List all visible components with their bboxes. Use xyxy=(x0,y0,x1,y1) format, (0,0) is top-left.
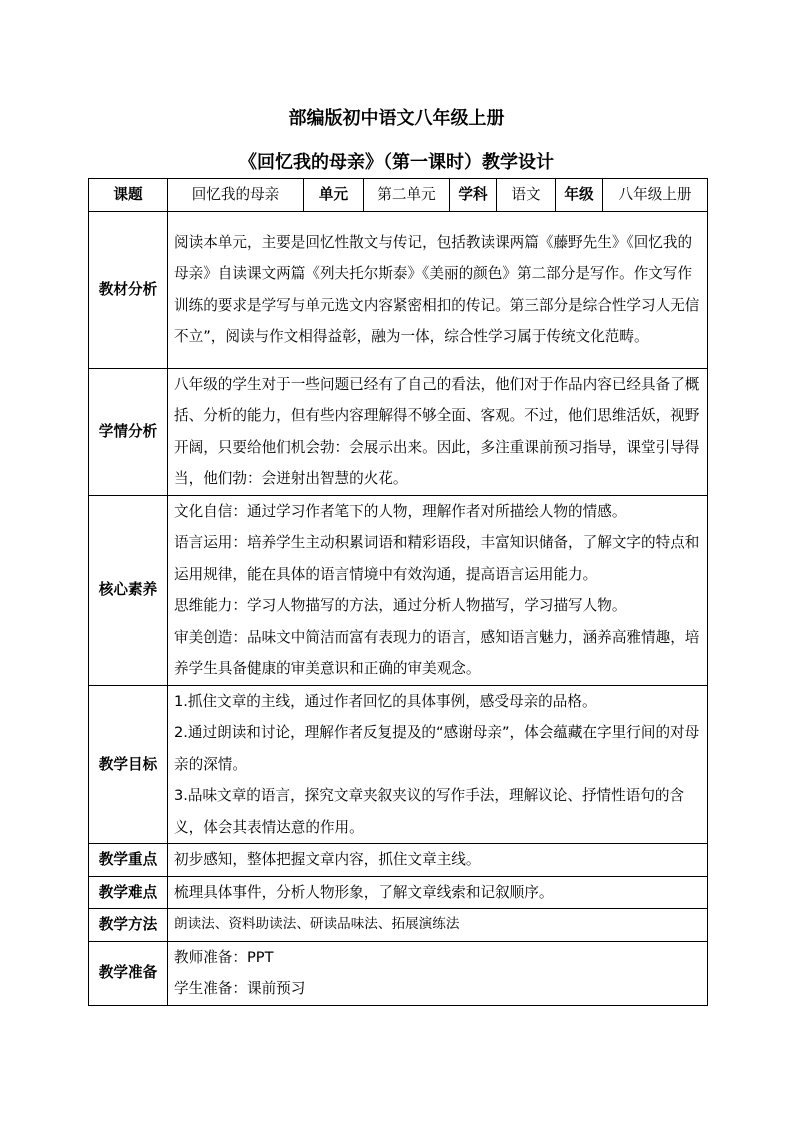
cell-teaching-goals xyxy=(168,685,708,844)
table-row-literacy xyxy=(89,495,708,685)
text-teaching-focus: 初步感知，整体把握文章内容，抓住文章主线。 xyxy=(168,844,708,877)
label-student-analysis: 学情分析 xyxy=(89,368,168,495)
label-unit: 单元 xyxy=(304,179,364,212)
text-textbook-analysis: 阅读本单元，主要是回忆性散文与传记，包括教读课两篇《藤野先生》《回忆我的母亲》自读课文两篇《列夫托尔斯泰》《美丽的颜色》第二部分是写作。作文写作训练的要求是学写与单元选文内容紧密相扣的传记。第三部分是综合性学习人无信不立”，阅读与作文相得益彰，融为一体，综合性学习属于传统文化范畴。 xyxy=(168,211,708,368)
value-topic: 回忆我的母亲 xyxy=(168,179,304,212)
literacy-culture: 文化自信：通过学习作者笔下的人物，理解作者对所描绘人物的情感。 xyxy=(174,502,627,520)
prep-teacher: 教师准备：PPT xyxy=(174,948,274,966)
value-grade: 八年级上册 xyxy=(603,179,708,212)
label-teaching-difficulty: 教学难点 xyxy=(89,876,168,909)
label-teaching-focus: 教学重点 xyxy=(89,844,168,877)
text-student-analysis: 八年级的学生对于一些问题已经有了自己的看法，他们对于作品内容已经具备了概括、分析的能力，但有些内容理解得不够全面、客观。不过，他们思维活妖，视野开阔，只要给他们机会勃：会展示出来。因此，多注重课前预习指导，课堂引导得当，他们勃：会迸射出智慧的火花。 xyxy=(168,368,708,495)
table-row-prep xyxy=(89,941,708,1005)
literacy-language: 语言运用：培养学生主动积累词语和精彩语段，丰富知识储备，了解文字的特点和运用规律，能在具体的语言情境中有效沟通，提高语言运用能力。 xyxy=(174,534,700,583)
doc-title-line1: 部编版初中语文八年级上册 xyxy=(288,108,505,129)
text-teaching-difficulty: 梳理具体事件，分析人物形象，了解文章线索和记叙顺序。 xyxy=(168,876,708,909)
label-core-literacy: 核心素养 xyxy=(89,495,168,685)
value-unit: 第二单元 xyxy=(364,179,450,212)
label-textbook-analysis: 教材分析 xyxy=(89,211,168,368)
label-teaching-methods: 教学方法 xyxy=(89,909,168,942)
table-row-goals xyxy=(89,685,708,844)
value-subject: 语文 xyxy=(497,179,556,212)
table-row-students xyxy=(89,368,708,495)
lesson-plan-table xyxy=(88,178,708,1006)
goal-3: 3.品味文章的语言，探究文章夹叙夹议的写作手法，理解议论、抒情性语句的含义，体会其表情达意的作用。 xyxy=(174,787,685,836)
cell-core-literacy xyxy=(168,495,708,685)
table-row-methods xyxy=(89,909,708,942)
doc-title-line2: 《回忆我的母亲》（第一课时）教学设计 xyxy=(239,152,554,173)
goal-1: 1.抓住文章的主线，通过作者回忆的具体事例，感受母亲的品格。 xyxy=(174,692,597,710)
label-topic: 课题 xyxy=(89,179,168,212)
label-subject: 学科 xyxy=(450,179,497,212)
label-teaching-prep: 教学准备 xyxy=(89,941,168,1005)
table-row-header xyxy=(89,179,708,212)
literacy-aesthetic: 审美创造：品味文中简洁而富有表现力的语言，感知语言魅力，涵养高雅情趣，培养学生具备健康的审美意识和正确的审美观念。 xyxy=(174,628,700,677)
table-row-textbook xyxy=(89,211,708,368)
cell-teaching-prep xyxy=(168,941,708,1005)
prep-student: 学生准备：课前预习 xyxy=(174,980,306,997)
table-row-focus xyxy=(89,844,708,877)
label-teaching-goals: 教学目标 xyxy=(89,685,168,844)
goal-2: 2.通过朗读和讨论，理解作者反复提及的“感谢母亲”，体会蕴藏在字里行间的对母亲的深情。 xyxy=(174,724,700,773)
label-grade: 年级 xyxy=(556,179,603,212)
literacy-thinking: 思维能力：学习人物描写的方法，通过分析人物描写，学习描写人物。 xyxy=(174,597,627,614)
table-row-difficulty xyxy=(89,876,708,909)
text-teaching-methods: 朗读法、资料助读法、研读品味法、拓展演练法 xyxy=(168,909,708,942)
